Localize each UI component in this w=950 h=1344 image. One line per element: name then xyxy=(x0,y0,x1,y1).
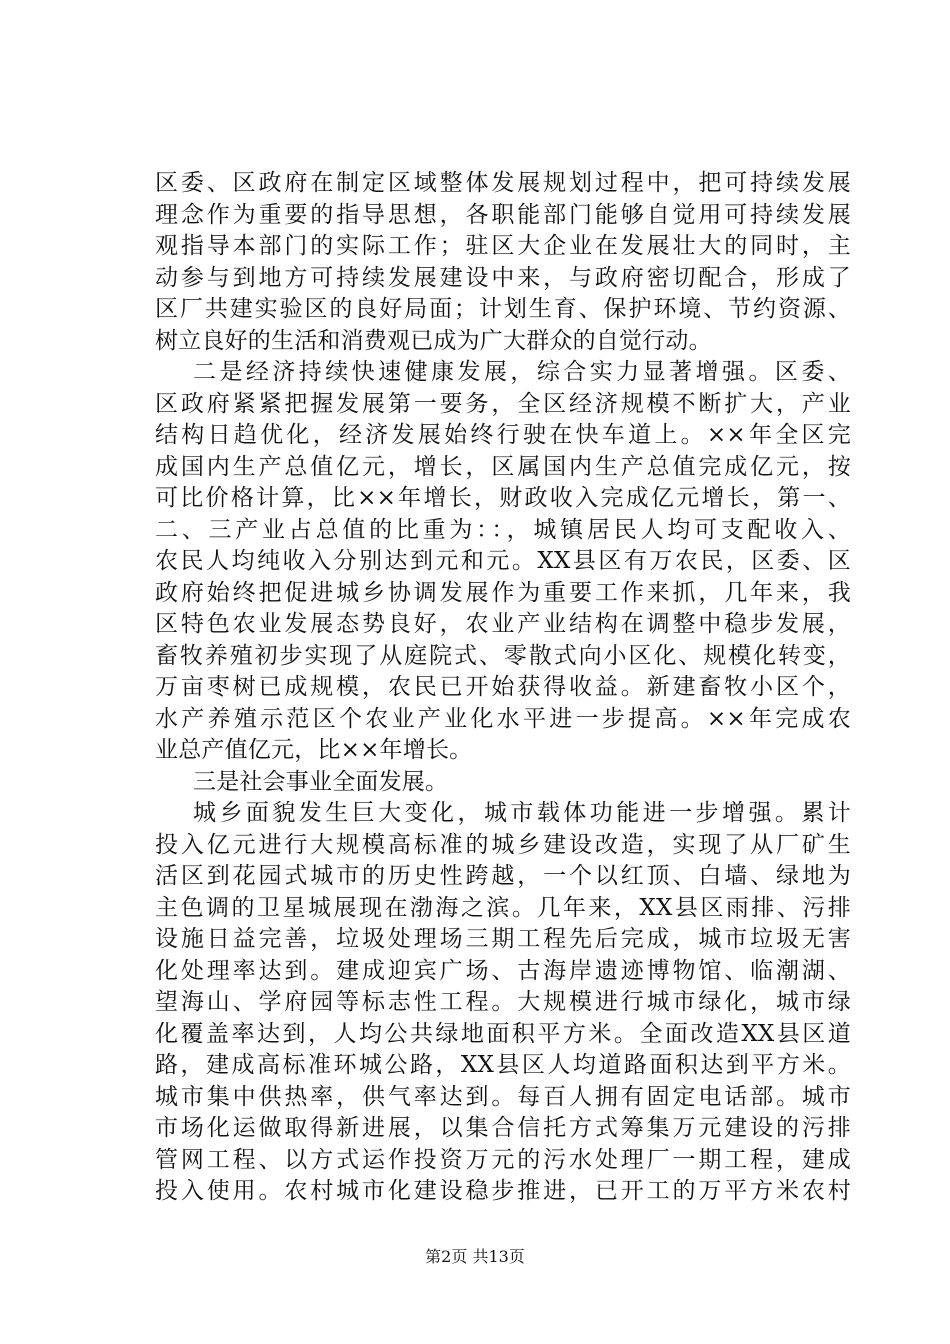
text-line: 区特色农业发展态势良好，农业产业结构在调整中稳步发展， xyxy=(155,611,851,637)
text-line: 二是经济持续快速健康发展，综合实力显著增强。区委、 xyxy=(193,359,851,385)
text-line: 区政府紧紧把握发展第一要务，全区经济规模不断扩大，产业 xyxy=(155,390,851,417)
text-line: 管网工程、以方式运作投资万元的污水处理厂一期工程，建成 xyxy=(155,1146,851,1173)
text-line: 万亩枣树已成规模，农民已开始获得收益。新建畜牧小区个， xyxy=(155,674,851,700)
text-line: 区厂共建实验区的良好局面；计划生育、保护环境、节约资源、 xyxy=(155,296,851,322)
text-line: 业总产值亿元，比××年增长。 xyxy=(155,737,473,763)
text-line: 政府始终把促进城乡协调发展作为重要工作来抓，几年来，我 xyxy=(155,579,851,606)
text-line: 农民人均纯收入分别达到元和元。XX县区有万农民，区委、区 xyxy=(155,548,851,574)
text-line: 观指导本部门的实际工作；驻区大企业在发展壮大的同时，主 xyxy=(155,233,851,259)
text-line: 化覆盖率达到，人均公共绿地面积平方米。全面改造XX县区道 xyxy=(155,1020,851,1047)
text-line: 水产养殖示范区个农业产业化水平进一步提高。××年完成农 xyxy=(155,705,851,732)
text-line: 路，建成高标准环城公路，XX县区人均道路面积达到平方米。 xyxy=(155,1052,851,1078)
text-line: 投入亿元进行大规模高标准的城乡建设改造，实现了从厂矿生 xyxy=(155,831,851,858)
document-body xyxy=(155,168,851,1208)
text-line: 树立良好的生活和消费观已成为广大群众的自觉行动。 xyxy=(155,327,712,354)
text-line: 动参与到地方可持续发展建设中来，与政府密切配合，形成了 xyxy=(155,264,851,291)
text-line: 望海山、学府园等标志性工程。大规模进行城市绿化，城市绿 xyxy=(155,989,851,1015)
text-line: 城市集中供热率，供气率达到。每百人拥有固定电话部。城市 xyxy=(155,1083,851,1110)
text-line: 市场化运做取得新进展，以集合信托方式筹集万元建设的污排 xyxy=(155,1115,851,1141)
page-number-footer: 第2页 共13页 xyxy=(425,1247,525,1266)
text-line: 化处理率达到。建成迎宾广场、古海岸遗迹博物馆、临潮湖、 xyxy=(155,957,851,984)
text-line: 理念作为重要的指导思想，各职能部门能够自觉用可持续发展 xyxy=(155,201,851,228)
text-line: 可比价格计算，比××年增长，财政收入完成亿元增长，第一、 xyxy=(155,485,851,511)
text-line: 主色调的卫星城展现在渤海之滨。几年来，XX县区雨排、污排 xyxy=(155,894,851,921)
text-line: 二、三产业占总值的比重为：：，城镇居民人均可支配收入、 xyxy=(155,516,851,543)
text-line: 三是社会事业全面发展。 xyxy=(193,768,449,795)
text-line: 畜牧养殖初步实现了从庭院式、零散式向小区化、规模化转变， xyxy=(155,642,851,669)
text-line: 区委、区政府在制定区域整体发展规划过程中，把可持续发展 xyxy=(155,170,851,196)
text-line: 城乡面貌发生巨大变化，城市载体功能进一步增强。累计 xyxy=(193,800,851,826)
text-line: 活区到花园式城市的历史性跨越，一个以红顶、白墙、绿地为 xyxy=(155,863,851,889)
text-line: 设施日益完善，垃圾处理场三期工程先后完成，城市垃圾无害 xyxy=(155,926,851,952)
text-line: 投入使用。农村城市化建设稳步推进，已开工的万平方米农村 xyxy=(155,1178,851,1204)
text-line: 结构日趋优化，经济发展始终行驶在快车道上。××年全区完 xyxy=(155,422,851,448)
text-line: 成国内生产总值亿元，增长，区属国内生产总值完成亿元，按 xyxy=(155,453,851,480)
